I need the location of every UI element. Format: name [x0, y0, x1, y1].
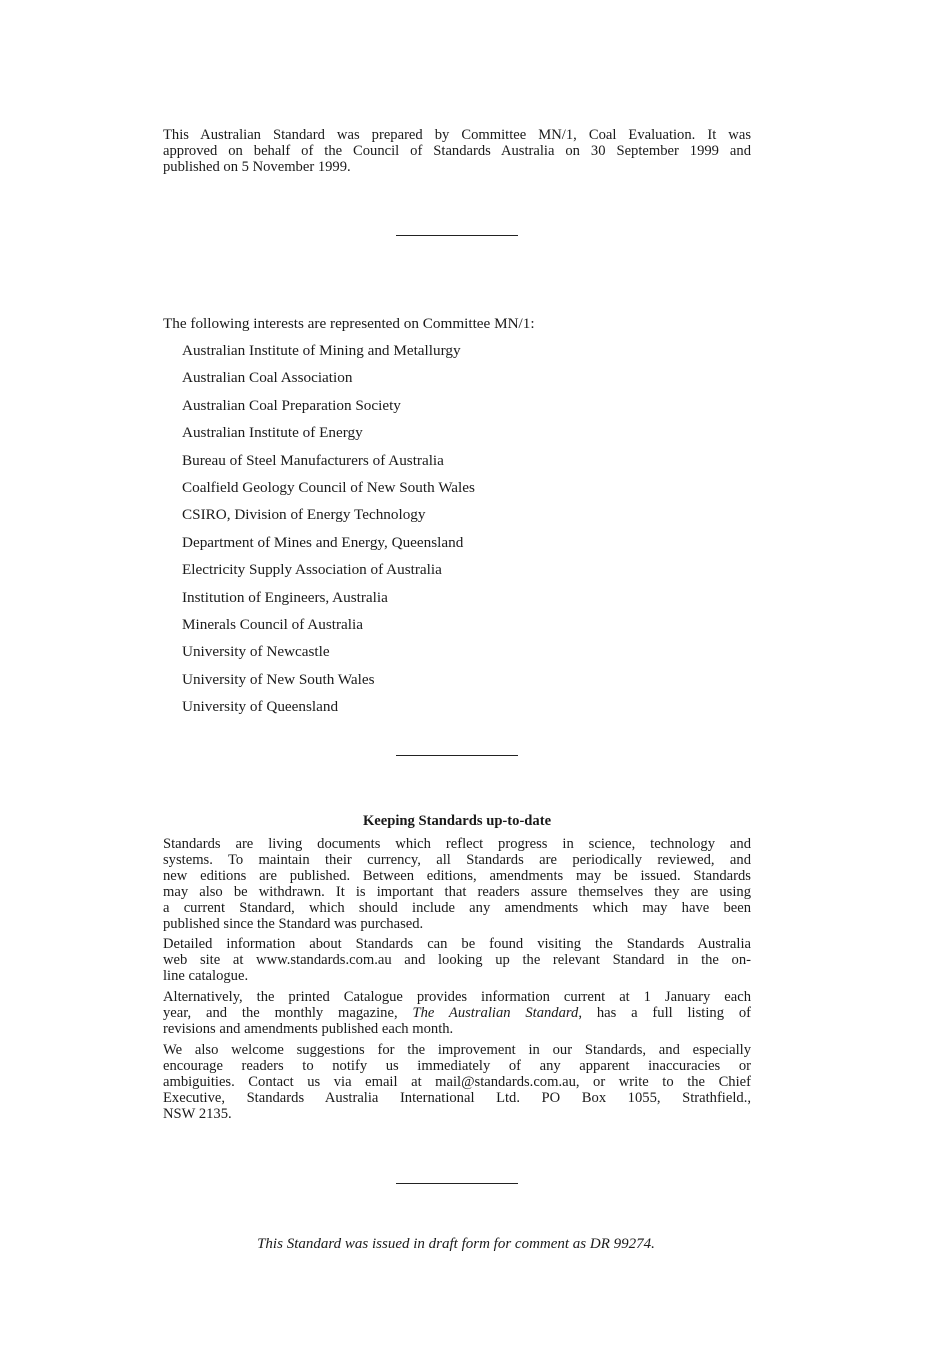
intro-line: published on 5 November 1999.	[163, 159, 351, 175]
committee-members-list	[182, 342, 475, 725]
intro-line: approved on behalf of the Council of Standards Australia on 30 September 1999 and	[163, 143, 751, 159]
committee-member: Minerals Council of Australia	[182, 615, 363, 633]
paragraph-line: revisions and amendments published each month.	[163, 1021, 454, 1037]
paragraph-line: We also welcome suggestions for the improvement in our Standards, and especially	[163, 1042, 751, 1058]
intro-line: This Australian Standard was prepared by Committee MN/1, Coal Evaluation. It was	[163, 127, 751, 143]
committee-member: Australian Coal Association	[182, 369, 353, 387]
committee-member: Coalfield Geology Council of New South Wales	[182, 478, 475, 496]
divider-rule	[396, 235, 518, 236]
committee-heading: The following interests are represented on Committee MN/1:	[163, 315, 535, 332]
committee-member: Bureau of Steel Manufacturers of Australia	[182, 451, 444, 469]
paragraph-line: Alternatively, the printed Catalogue provides information current at 1 January each	[163, 989, 751, 1005]
divider-rule	[396, 1183, 518, 1184]
paragraph-line: line catalogue.	[163, 968, 249, 984]
committee-member: Australian Institute of Mining and Metallurgy	[182, 342, 461, 359]
committee-member: University of New South Wales	[182, 670, 375, 688]
committee-member: CSIRO, Division of Energy Technology	[182, 506, 426, 524]
paragraph-line: encourage readers to notify us immediately of any apparent inaccuracies or	[163, 1058, 751, 1074]
paragraph-line: Detailed information about Standards can be found visiting the Standards Australia	[163, 936, 751, 952]
paragraph-line: ambiguities. Contact us via email at mail@standards.com.au, or write to the Chief	[163, 1074, 751, 1090]
committee-member: University of Queensland	[182, 698, 339, 716]
paragraph-line: may also be withdrawn. It is important that readers assure themselves they are using	[163, 884, 751, 900]
keeping-paragraph-3	[163, 989, 751, 1037]
paragraph-line	[163, 1005, 751, 1021]
paragraph-text: year, and the monthly magazine,	[163, 1005, 398, 1021]
keeping-paragraph-1	[163, 836, 751, 932]
paragraph-line: systems. To maintain their currency, all Standards are periodically reviewed, and	[163, 852, 751, 868]
divider-rule	[396, 755, 518, 756]
paragraph-line: new editions are published. Between editions, amendments may be issued. Standards	[163, 868, 751, 884]
committee-member: Institution of Engineers, Australia	[182, 588, 388, 606]
committee-member: University of Newcastle	[182, 643, 330, 661]
paragraph-line: a current Standard, which should include any amendments which may have been	[163, 900, 751, 916]
keeping-paragraph-4	[163, 1042, 751, 1122]
paragraph-line: published since the Standard was purchased.	[163, 916, 424, 932]
magazine-title: The Australian Standard	[412, 1005, 579, 1021]
committee-member: Department of Mines and Energy, Queensland	[182, 533, 464, 551]
committee-member: Australian Coal Preparation Society	[182, 396, 401, 414]
committee-member: Australian Institute of Energy	[182, 424, 363, 442]
committee-member: Electricity Supply Association of Australia	[182, 561, 442, 579]
paragraph-line: NSW 2135.	[163, 1106, 232, 1122]
section-title: Keeping Standards up-to-date	[362, 813, 552, 829]
keeping-paragraph-2	[163, 936, 751, 984]
paragraph-line: Standards are living documents which reflect progress in science, technology and	[163, 836, 751, 852]
paragraph-line: web site at www.standards.com.au and looking up the relevant Standard in the on-	[163, 952, 751, 968]
paragraph-line: Executive, Standards Australia International Ltd. PO Box 1055, Strathfield.,	[163, 1090, 751, 1106]
draft-note: This Standard was issued in draft form for comment as DR 99274.	[257, 1236, 655, 1252]
paragraph-text: , has a full listing of	[578, 1005, 751, 1021]
intro-paragraph	[163, 127, 751, 175]
